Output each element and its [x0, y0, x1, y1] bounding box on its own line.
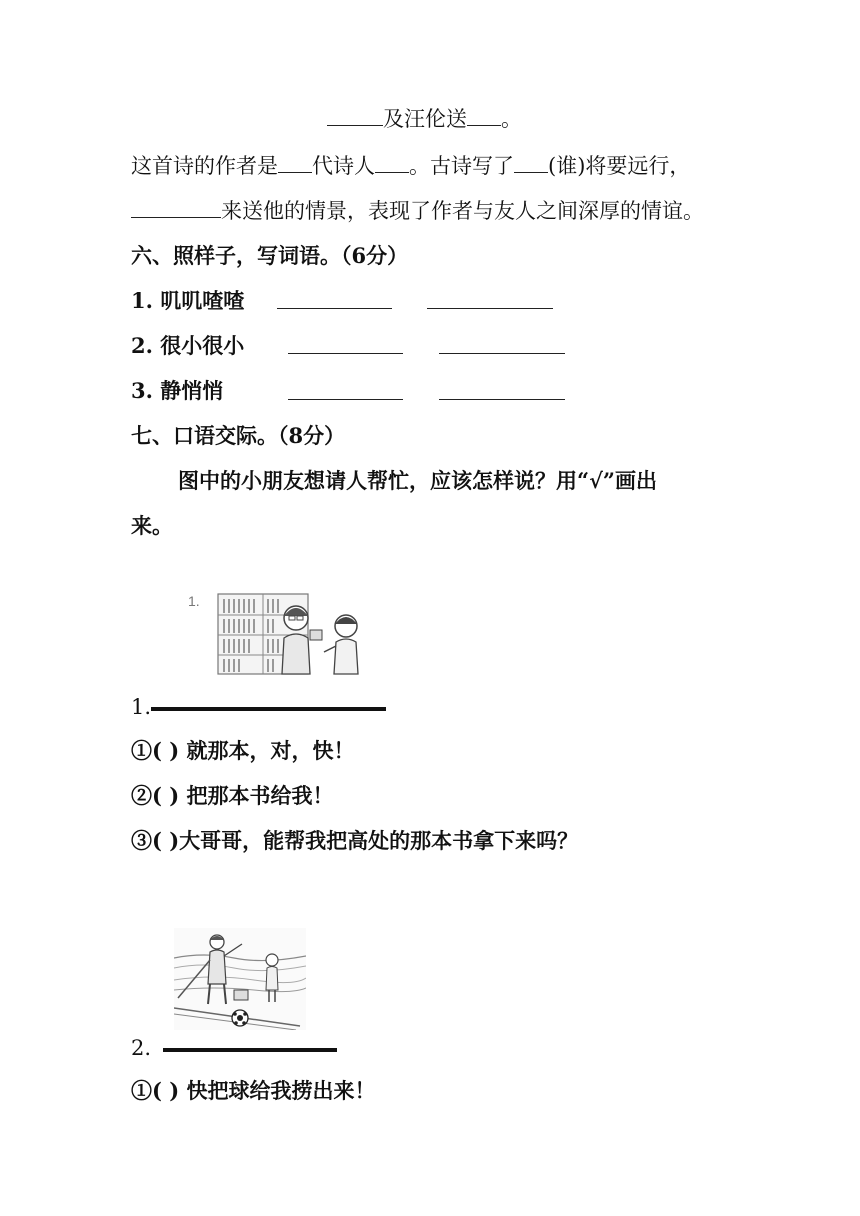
q1-option-3[interactable]: ③( )大哥哥，能帮我把高处的那本书拿下来吗？: [131, 828, 579, 853]
poem-period: 。: [501, 107, 522, 131]
answer-line[interactable]: [163, 1048, 337, 1052]
word-item-1: 1. 叽叽喳喳: [131, 288, 245, 313]
answer-blank[interactable]: [514, 152, 548, 173]
q2-option-1[interactable]: ①( ) 快把球给我捞出来！: [131, 1078, 376, 1103]
answer-line[interactable]: [288, 353, 403, 354]
section-7-title: 七、口语交际。（8分）: [131, 423, 346, 448]
answer-line[interactable]: [439, 353, 565, 354]
q1-answer-line: [131, 692, 386, 722]
answer-line[interactable]: [439, 399, 565, 400]
answer-blank[interactable]: [375, 152, 409, 173]
answer-blank[interactable]: [131, 197, 221, 218]
question-text: 。古诗写了: [409, 154, 514, 178]
question-text: 来送他的情景，表现了作者与友人之间深厚的情谊。: [221, 199, 704, 223]
question-text: 代诗人: [312, 154, 375, 178]
answer-line[interactable]: [288, 399, 403, 400]
section-6-title: 六、照样子，写词语。（6分）: [131, 243, 409, 268]
answer-blank[interactable]: [467, 105, 501, 126]
answer-blank[interactable]: [278, 152, 312, 173]
poem-line: [327, 104, 522, 134]
answer-line[interactable]: [151, 707, 386, 711]
picture-label: 1.: [188, 593, 200, 609]
q1-number: 1.: [131, 695, 152, 719]
q1-option-2[interactable]: ②( ) 把那本书给我！: [131, 783, 334, 808]
poem-text: 及汪伦送: [383, 107, 467, 131]
answer-line[interactable]: [427, 308, 553, 309]
answer-line[interactable]: [277, 308, 392, 309]
question-text: (谁)将要远行，: [548, 154, 691, 178]
word-item-2: 2. 很小很小: [131, 333, 245, 358]
library-picture: [186, 590, 378, 676]
word-item-3: 3. 静悄悄: [131, 378, 224, 403]
question-text: 这首诗的作者是: [131, 154, 278, 178]
q2-number: 2.: [131, 1036, 152, 1060]
poem-question-line-2: [131, 196, 704, 226]
river-picture: [174, 928, 306, 1030]
section-7-intro-end: 来。: [131, 513, 173, 538]
q2-answer-line: [131, 1033, 337, 1063]
section-7-intro: 图中的小朋友想请人帮忙，应该怎样说？用“√”画出: [178, 468, 657, 493]
poem-question-line-1: [131, 151, 690, 181]
q1-option-1[interactable]: ①( ) 就那本，对，快！: [131, 738, 355, 763]
answer-blank[interactable]: [327, 105, 383, 126]
